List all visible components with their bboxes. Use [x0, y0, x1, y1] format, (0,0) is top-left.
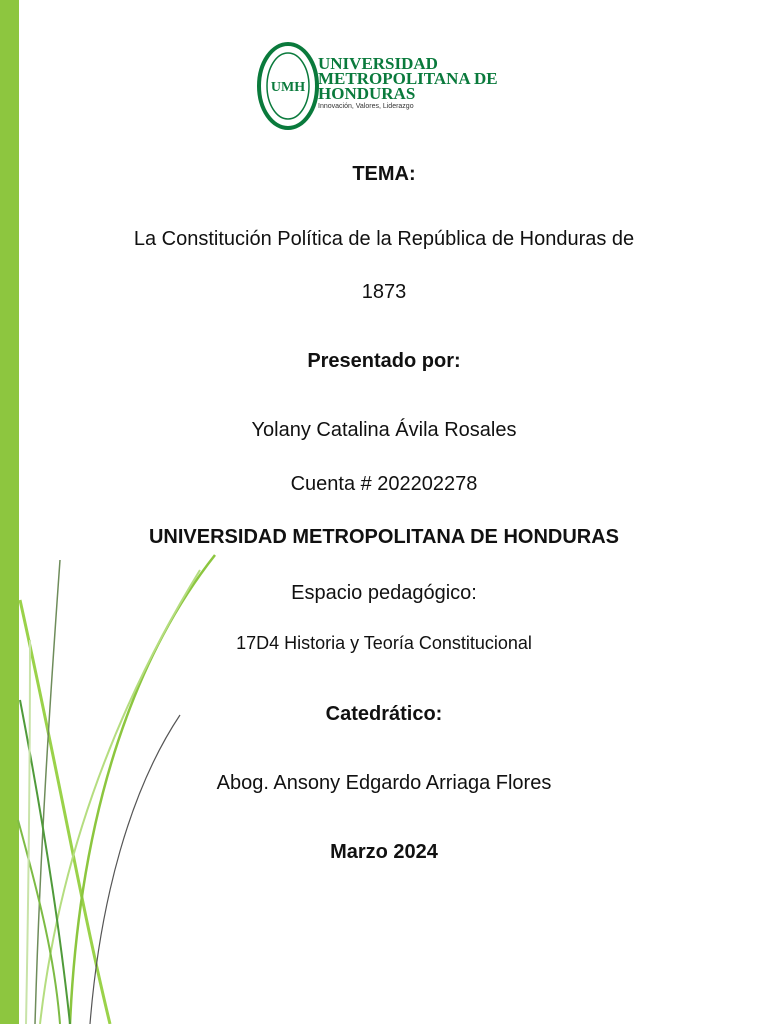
catedratico-label: Catedrático: — [325, 703, 443, 725]
university-name: UNIVERSIDAD METROPOLITANA DE HONDURAS — [148, 526, 619, 548]
university-logo — [256, 42, 526, 132]
tema-label: TEMA: — [352, 163, 416, 185]
seal-text: UMH — [270, 80, 306, 95]
course-name: 17D4 Historia y Teoría Constitucional — [236, 633, 532, 653]
date: Marzo 2024 — [330, 841, 438, 863]
professor-name: Abog. Ansony Edgardo Arriaga Flores — [216, 772, 552, 794]
side-green-bar — [0, 0, 19, 1024]
logo-name-line1: UNIVERSIDAD — [318, 54, 438, 73]
logo-name-line3: HONDURAS — [318, 84, 416, 103]
espacio-label: Espacio pedagógico: — [291, 582, 477, 604]
logo-wordmark — [318, 56, 498, 112]
logo-name-line2: METROPOLITANA DE — [318, 69, 498, 88]
seal-icon — [256, 42, 320, 132]
presentado-label: Presentado por: — [307, 350, 461, 372]
title-line1: La Constitución Política de la República de Honduras de — [133, 228, 635, 250]
account-number: Cuenta # 202202278 — [290, 473, 478, 495]
logo-motto: Innovación, Valores, Liderazgo — [318, 103, 414, 110]
student-name: Yolany Catalina Ávila Rosales — [251, 419, 517, 441]
title-line2: 1873 — [361, 281, 407, 303]
